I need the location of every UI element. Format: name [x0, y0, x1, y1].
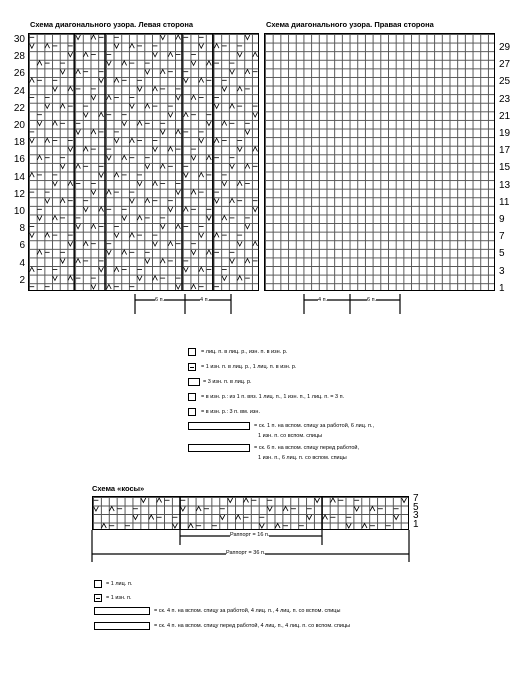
row-number: 16	[13, 154, 25, 166]
braid-legend-text-4: = ск. 4 п. на вспом. спицу перед работой, 4 лиц. п., 4 лиц. п. со вспом. спицы	[154, 623, 351, 629]
legend-text-5: = в изн. р.: 3 п. вм. изн.	[201, 409, 260, 415]
braid-legend-purl-box	[94, 594, 102, 602]
row-number: 9	[499, 214, 505, 225]
row-number: 11	[499, 196, 510, 208]
braid-legend-cable-front-box	[94, 622, 150, 630]
row-number: 4	[19, 257, 25, 269]
legend-text-7: 1 изн. п. со вспом. спицы	[258, 433, 323, 439]
row-number: 13	[499, 179, 511, 191]
row-number: 23	[499, 93, 511, 105]
row-number: 15	[499, 162, 511, 174]
row-number: 28	[13, 51, 25, 63]
row-number: 19	[499, 128, 511, 139]
legend-text-6: = ск. 1 п. на вспом. спицу за работой, 6 лиц. п.,	[254, 423, 374, 429]
braid-chart-title: Схема «косы»	[92, 484, 145, 493]
legend-text-4: = в изн. р.: из 1 п. вяз. 1 лиц. п., 1 изн. п., 1 лиц. п. = 3 п.	[201, 394, 345, 400]
row-number: 21	[499, 110, 511, 122]
row-number: 6	[19, 240, 25, 252]
left-repeat-6: 6 п.	[155, 297, 165, 303]
legend-text-8: = ск. 6 п. на вспом. спицу перед работой,	[254, 445, 360, 451]
braid-legend-text-3: = ск. 4 п. на вспом. спицу за работой, 4 лиц. п., 4 лиц. п. со вспом. спицы	[154, 608, 341, 614]
legend-text-9: 1 изн. п., 6 лиц. п. со вспом. спицы	[258, 455, 347, 461]
row-number: 20	[13, 120, 25, 131]
row-number: 7	[413, 493, 419, 504]
row-number: 7	[499, 231, 505, 243]
row-number: 5	[499, 248, 505, 260]
row-number: 29	[499, 42, 511, 53]
row-number: 5	[413, 501, 419, 513]
legend-text-3: = 3 изн. п. в лиц. р.	[203, 379, 252, 385]
braid-legend-knit-box	[94, 580, 102, 588]
row-number: 24	[13, 85, 25, 97]
row-number: 25	[499, 76, 511, 88]
row-number: 1	[413, 518, 419, 530]
row-number: 14	[13, 171, 25, 183]
legend-text-1: = лиц. п. в лиц. р., изн. п. в изн. р.	[201, 349, 288, 355]
row-number: 12	[13, 188, 25, 200]
left-repeat-4: 4 п.	[200, 297, 210, 303]
row-number: 3	[413, 510, 419, 521]
braid-legend-cable-back-box	[94, 607, 150, 615]
row-number: 26	[13, 68, 25, 80]
left-chart-title: Схема диагонального узора. Левая сторона	[30, 20, 194, 29]
row-number: 30	[13, 34, 25, 45]
row-number: 18	[13, 137, 25, 149]
row-number: 10	[13, 206, 25, 217]
legend-text-2: = 1 изн. п. в лиц. р., 1 лиц. п. в изн. р.	[201, 364, 297, 370]
right-repeat-4: 4 п.	[318, 297, 328, 303]
row-number: 3	[499, 265, 505, 277]
rapport-36: Раппорт = 36 п.	[226, 550, 266, 556]
row-number: 22	[13, 102, 25, 114]
braid-legend-text-2: = 1 изн. п.	[106, 595, 132, 601]
right-chart-title: Схема диагонального узора. Правая сторона	[266, 20, 434, 29]
row-number: 1	[499, 282, 505, 294]
right-repeat-6: 6 п.	[367, 297, 377, 303]
row-number: 8	[19, 223, 25, 235]
row-number: 2	[19, 274, 25, 286]
rapport-16: Раппорт = 16 п.	[230, 532, 270, 538]
row-number: 27	[499, 59, 511, 71]
braid-legend-text-1: = 1 лиц. п.	[106, 581, 133, 587]
row-number: 17	[499, 145, 511, 157]
